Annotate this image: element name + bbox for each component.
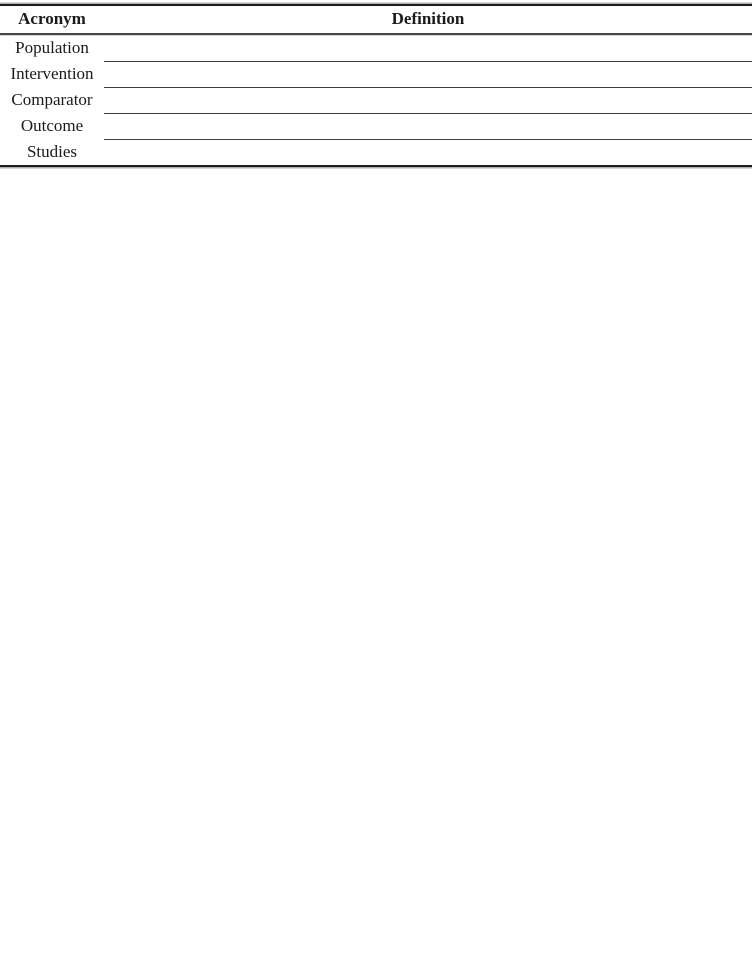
pico-criteria-table	[0, 4, 752, 167]
column-header-acronym: Acronym	[0, 5, 104, 34]
definition-cell	[104, 61, 752, 87]
column-header-definition: Definition	[104, 5, 752, 34]
table-header	[0, 5, 752, 34]
definition-cell	[104, 34, 752, 61]
table-body	[0, 34, 752, 166]
acronym-label: Intervention	[10, 64, 94, 83]
acronym-cell	[0, 87, 104, 113]
header-row	[0, 5, 752, 34]
acronym-cell	[0, 61, 104, 87]
table-row-intervention	[0, 61, 752, 87]
definition-cell	[104, 113, 752, 139]
table-row-population	[0, 34, 752, 61]
acronym-cell	[0, 139, 104, 166]
acronym-label: Comparator	[11, 90, 93, 109]
acronym-label: Studies	[26, 142, 78, 161]
definition-cell	[104, 139, 752, 166]
acronym-cell	[0, 34, 104, 61]
table-row-studies	[0, 139, 752, 166]
acronym-label: Population	[15, 38, 89, 57]
definition-cell	[104, 87, 752, 113]
acronym-label: Outcome	[20, 116, 84, 135]
acronym-cell	[0, 113, 104, 139]
table-row-outcome	[0, 113, 752, 139]
table-row-comparator	[0, 87, 752, 113]
